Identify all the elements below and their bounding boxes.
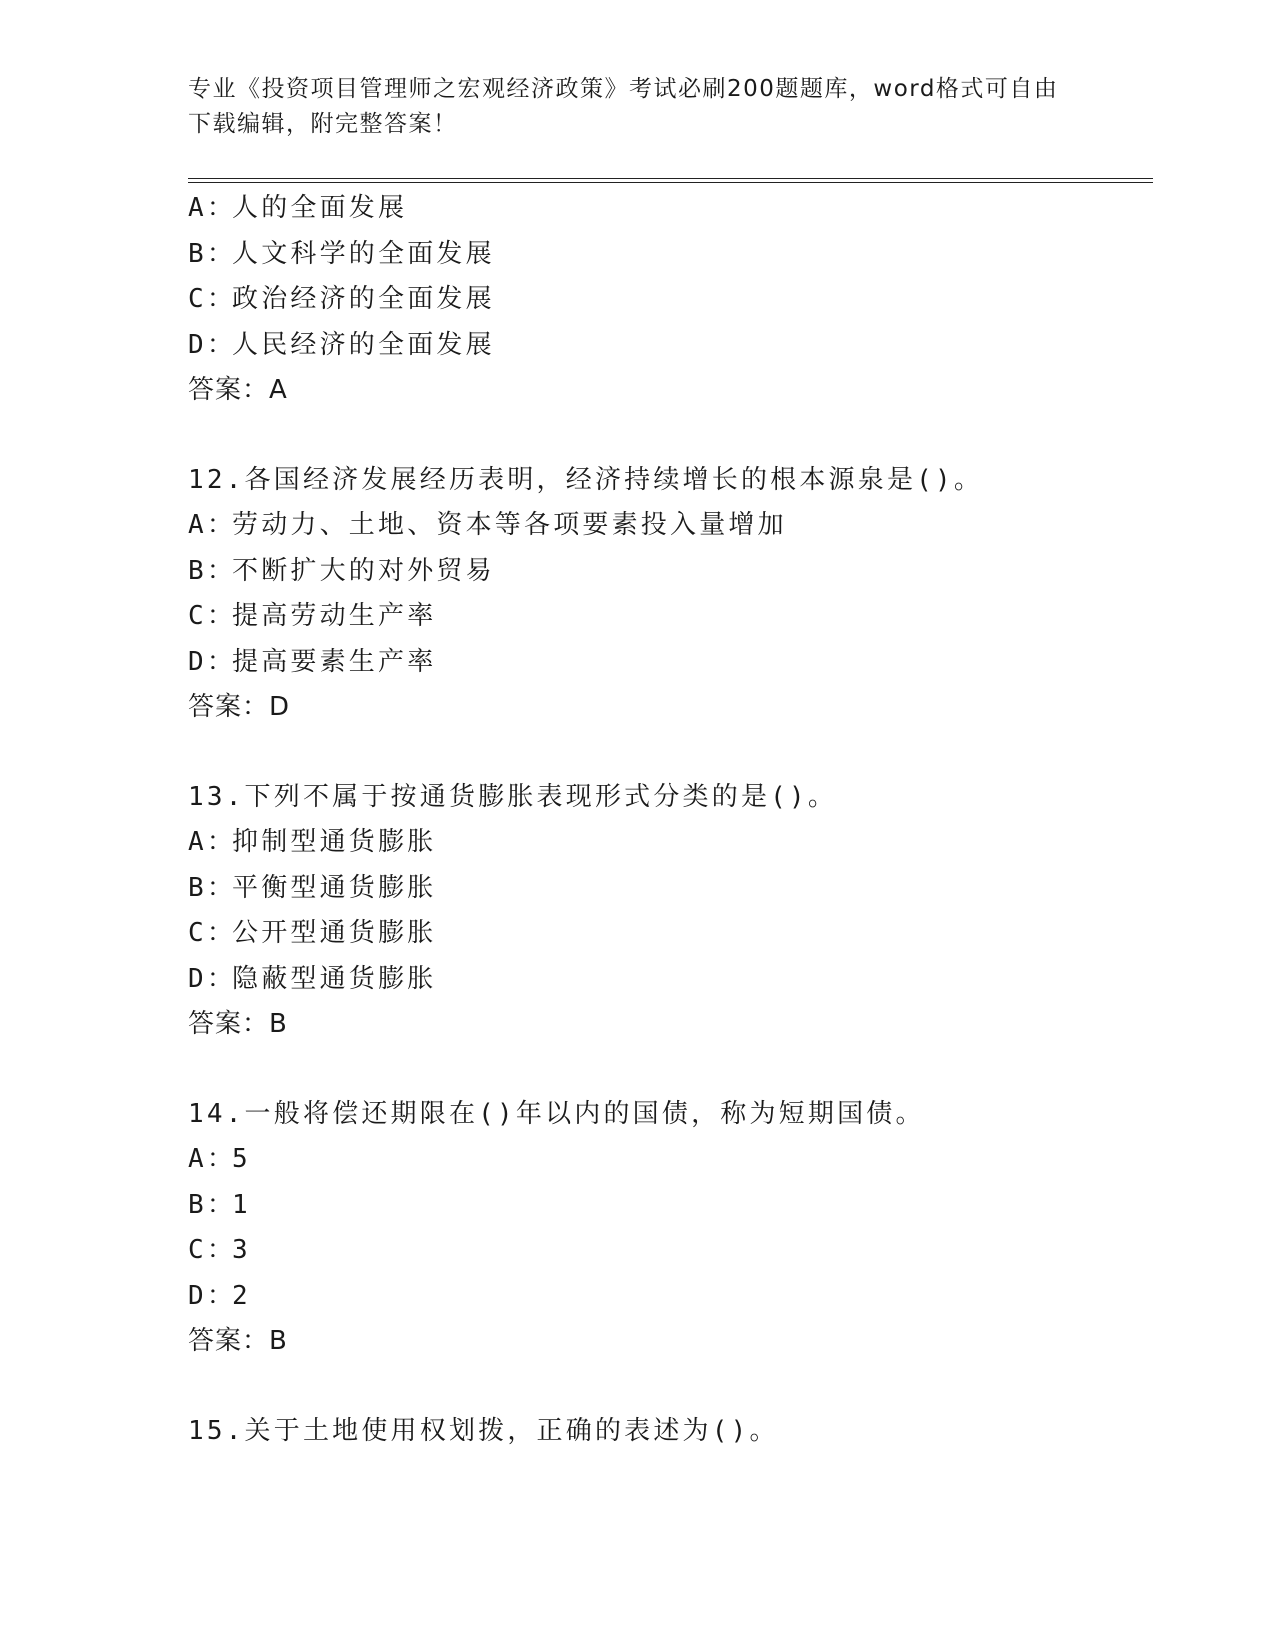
question-12 bbox=[188, 458, 1153, 731]
option-text: 提高劳动生产率 bbox=[232, 601, 437, 631]
option-label: B： bbox=[188, 238, 237, 269]
option-b bbox=[188, 232, 1153, 278]
option-label: D： bbox=[188, 1280, 237, 1311]
spacer bbox=[188, 1048, 1153, 1092]
question-text: 14.一般将偿还期限在()年以内的国债，称为短期国债。 bbox=[188, 1098, 925, 1129]
option-label: D： bbox=[188, 329, 237, 360]
option-c bbox=[188, 594, 1153, 640]
spacer bbox=[188, 414, 1153, 458]
option-text: 提高要素生产率 bbox=[232, 646, 437, 677]
option-text: 抑制型通货膨胀 bbox=[232, 827, 437, 857]
option-d bbox=[188, 640, 1153, 686]
option-text: 公开型通货膨胀 bbox=[232, 918, 437, 948]
option-d bbox=[188, 957, 1153, 1003]
question-text: 12.各国经济发展经历表明，经济持续增长的根本源泉是()。 bbox=[188, 464, 984, 495]
option-c bbox=[188, 277, 1153, 323]
answer-line: 答案：A bbox=[188, 375, 288, 405]
option-label: D： bbox=[188, 646, 237, 677]
option-label: A： bbox=[188, 510, 237, 540]
option-c bbox=[188, 1228, 1153, 1274]
spacer bbox=[188, 1365, 1153, 1409]
option-label: C： bbox=[188, 918, 237, 948]
option-label: A： bbox=[188, 827, 237, 857]
question-list bbox=[188, 186, 1153, 1454]
option-b bbox=[188, 866, 1153, 912]
spacer bbox=[188, 731, 1153, 775]
option-label: C： bbox=[188, 284, 237, 314]
option-text: 3 bbox=[232, 1235, 251, 1265]
option-label: A： bbox=[188, 1144, 237, 1174]
document-header bbox=[188, 72, 1088, 142]
option-text: 隐蔽型通货膨胀 bbox=[232, 963, 437, 994]
option-a bbox=[188, 503, 1153, 549]
option-d bbox=[188, 1274, 1153, 1320]
option-text: 1 bbox=[232, 1189, 251, 1220]
option-text: 劳动力、土地、资本等各项要素投入量增加 bbox=[232, 510, 787, 540]
option-a bbox=[188, 186, 1153, 232]
option-label: A： bbox=[188, 193, 237, 223]
option-b bbox=[188, 1183, 1153, 1229]
answer-line: 答案：D bbox=[188, 692, 291, 722]
question-15 bbox=[188, 1409, 1153, 1455]
option-label: B： bbox=[188, 1189, 237, 1220]
option-text: 5 bbox=[232, 1144, 251, 1174]
question-13 bbox=[188, 775, 1153, 1048]
question-text: 15.关于土地使用权划拨，正确的表述为()。 bbox=[188, 1415, 779, 1446]
option-d bbox=[188, 323, 1153, 369]
option-text: 政治经济的全面发展 bbox=[232, 284, 495, 314]
header-line-1: 专业《投资项目管理师之宏观经济政策》考试必刷200题题库，word格式可自由 bbox=[188, 76, 1059, 102]
question-14 bbox=[188, 1092, 1153, 1365]
option-label: D： bbox=[188, 963, 237, 994]
answer-line: 答案：B bbox=[188, 1326, 288, 1356]
option-b bbox=[188, 549, 1153, 595]
header-divider bbox=[188, 178, 1153, 183]
option-label: B： bbox=[188, 872, 237, 903]
option-text: 2 bbox=[232, 1280, 251, 1311]
option-text: 人文科学的全面发展 bbox=[232, 238, 495, 269]
option-text: 平衡型通货膨胀 bbox=[232, 872, 437, 903]
header-line-2: 下载编辑，附完整答案！ bbox=[188, 111, 458, 137]
option-a bbox=[188, 820, 1153, 866]
question-11 bbox=[188, 186, 1153, 414]
question-text: 13.下列不属于按通货膨胀表现形式分类的是()。 bbox=[188, 781, 838, 812]
option-text: 人的全面发展 bbox=[232, 193, 408, 223]
option-label: C： bbox=[188, 601, 237, 631]
option-label: C： bbox=[188, 1235, 237, 1265]
option-a bbox=[188, 1137, 1153, 1183]
answer-line: 答案：B bbox=[188, 1009, 288, 1039]
option-c bbox=[188, 911, 1153, 957]
option-text: 不断扩大的对外贸易 bbox=[232, 555, 495, 586]
option-label: B： bbox=[188, 555, 237, 586]
option-text: 人民经济的全面发展 bbox=[232, 329, 495, 360]
